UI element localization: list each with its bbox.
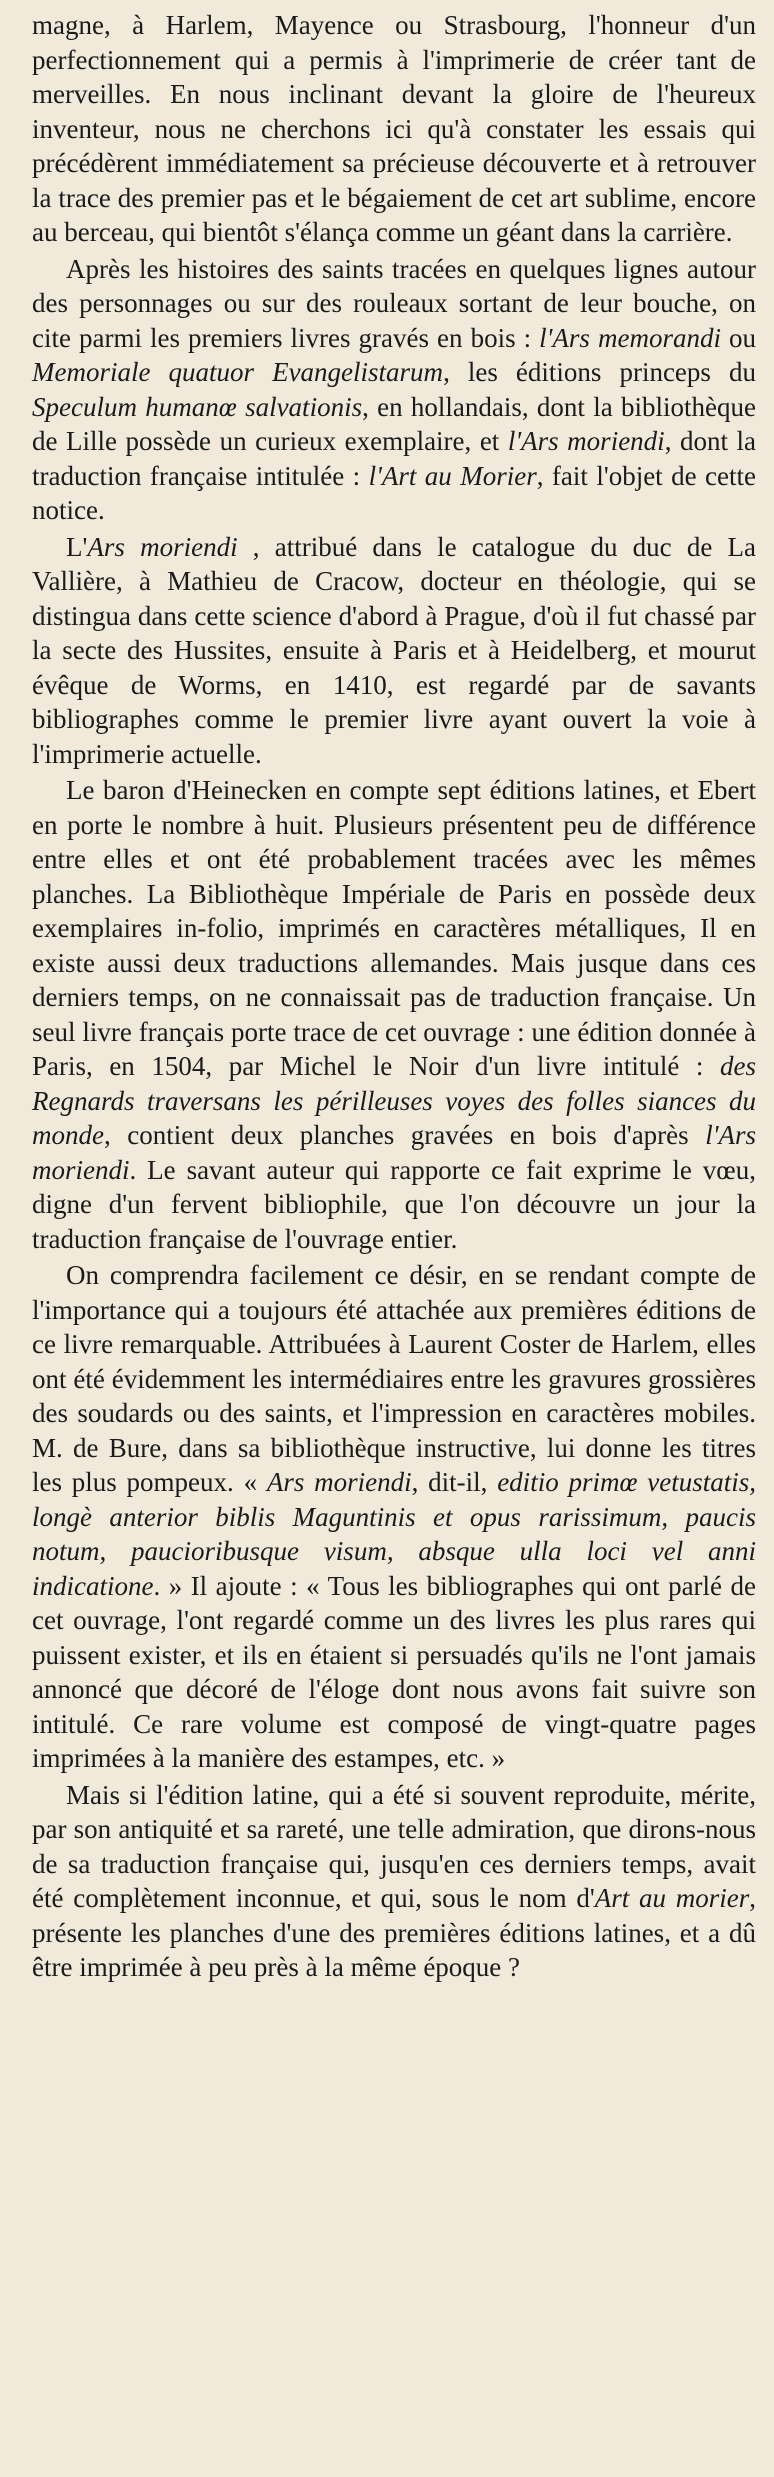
text-segment: Mais si l'édition latine, qui a été si souvent reproduite, mérite, par son antiquité et sa rareté, une telle admiration, que dirons-nous de sa traduction française qui, jusqu'en ces derniers temps, avait été complètement inconnue, et qui, sous le nom d' xyxy=(32,1779,756,1913)
text-segment: , les éditions princeps du xyxy=(443,357,756,387)
italic-text-segment: des Regnards traversans les périlleuses voyes des folles siances du monde xyxy=(32,1051,756,1150)
text-segment: , fait l'objet de cette notice. xyxy=(32,460,756,525)
paragraph-1 xyxy=(32,8,756,250)
text-segment: , contient deux planches gravées en bois d'après xyxy=(103,1120,706,1150)
italic-text-segment: editio primœ vetustatis, longè anterior biblis Maguntinis et opus rarissimum, paucis notum, paucioribusque visum, absque ulla loci vel anni indicatione xyxy=(32,1467,757,1601)
text-segment: On comprendra facilement ce désir, en se rendant compte de l'importance qui a toujours été attachée aux premières éditions de ce livre remarquable. Attribuées à Laurent Coster de Harlem, elles ont été évidemment les intermédiaires entre les gravures grossières des soudards ou des saints, et l'impression en caractères mobiles. M. de Bure, dans sa bibliothèque instructive, lui donne les titres les plus pompeux. « xyxy=(32,1260,756,1497)
paragraph-3 xyxy=(32,530,756,772)
text-segment: , dit-il, xyxy=(411,1467,498,1497)
paragraph-4 xyxy=(32,773,756,1256)
text-segment: Le baron d'Heinecken en compte sept éditions latines, et Ebert en porte le nombre à huit. Plusieurs présentent peu de différence entre elles et ont été probablement tracées avec les mêmes planches. La Bibliothèque Impériale de Paris en possède deux exemplaires in-folio, imprimés en caractères métalliques, Il en existe aussi deux traductions allemandes. Mais jusque dans ces derniers temps, on ne connaissait pas de traduction française. Un seul livre français porte trace de cet ouvrage : une édition donnée à Paris, en 1504, par Michel le Noir d'un livre intitulé : xyxy=(32,775,756,1081)
text-segment: L' xyxy=(66,531,88,562)
italic-text-segment: l'Ars memorandi xyxy=(539,322,721,353)
paragraph-6 xyxy=(32,1778,756,1985)
italic-text-segment: Ars moriendi xyxy=(266,1467,412,1497)
italic-text-segment: l'Ars moriendi xyxy=(507,426,665,456)
italic-text-segment: Ars moriendi xyxy=(87,531,238,562)
text-segment: ou xyxy=(720,322,757,353)
italic-text-segment: Art au morier xyxy=(594,1883,750,1913)
text-segment: , attribué dans le catalogue du duc de La Vallière, à Mathieu de Cracow, docteur en théologie, qui se distingua dans cette science d'abord à Prague, d'où il fut chassé par la secte des Hussites, ensuite à Paris et à Heidelberg, et mourut évêque de Worms, en 1410, est regardé par de savants bibliographes comme le premier livre ayant ouvert la voie à l'imprimerie actuelle. xyxy=(32,531,757,769)
italic-text-segment: Speculum humanœ salvationis xyxy=(32,391,363,422)
text-segment: , présente les planches d'une des premières éditions latines, et a dû être imprimée à peu près à la même époque ? xyxy=(32,1883,757,1982)
text-segment: . Le savant auteur qui rapporte ce fait exprime le vœu, digne d'un fervent bibliophile, que l'on découvre un jour la traduction française de l'ouvrage entier. xyxy=(32,1154,756,1254)
italic-text-segment: l'Ars moriendi xyxy=(32,1120,756,1185)
italic-text-segment: Memoriale quatuor Evangelistarum xyxy=(32,357,444,387)
paragraph-5 xyxy=(32,1258,756,1776)
text-segment: , dont la traduction française intitulée : xyxy=(32,426,757,491)
italic-text-segment: l'Art au Morier xyxy=(368,460,537,491)
paragraph-2 xyxy=(32,252,756,528)
text-segment: . » Il ajoute : « Tous les bibliographes qui ont parlé de cet ouvrage, l'ont regardé comme un des livres les plus rares qui puissent exister, et ils en étaient si persuadés qu'ils ne l'ont jamais annoncé que décoré de l'éloge dont nous avons fait suivre son intitulé. Ce rare volume est composé de vingt-quatre pages imprimées à la manière des estampes, etc. » xyxy=(32,1570,756,1773)
text-segment: Après les histoires des saints tracées en quelques lignes autour des personnages ou sur des rouleaux sortant de leur bouche, on cite parmi les premiers livres gravés en bois : xyxy=(32,253,756,353)
text-segment: , en hollandais, dont la bibliothèque de Lille possède un curieux exemplaire, et xyxy=(32,391,756,456)
text-segment: magne, à Harlem, Mayence ou Strasbourg, l'honneur d'un perfectionnement qui a permis à l'imprimerie de créer tant de merveilles. En nous inclinant devant la gloire de l'heureux inventeur, nous ne cherchons ici qu'à constater les essais qui précédèrent immédiatement sa précieuse découverte et à retrouver la trace des premier pas et le bégaiement de cet art sublime, encore au berceau, qui bientôt s'élança comme un géant dans la carrière. xyxy=(32,10,756,247)
